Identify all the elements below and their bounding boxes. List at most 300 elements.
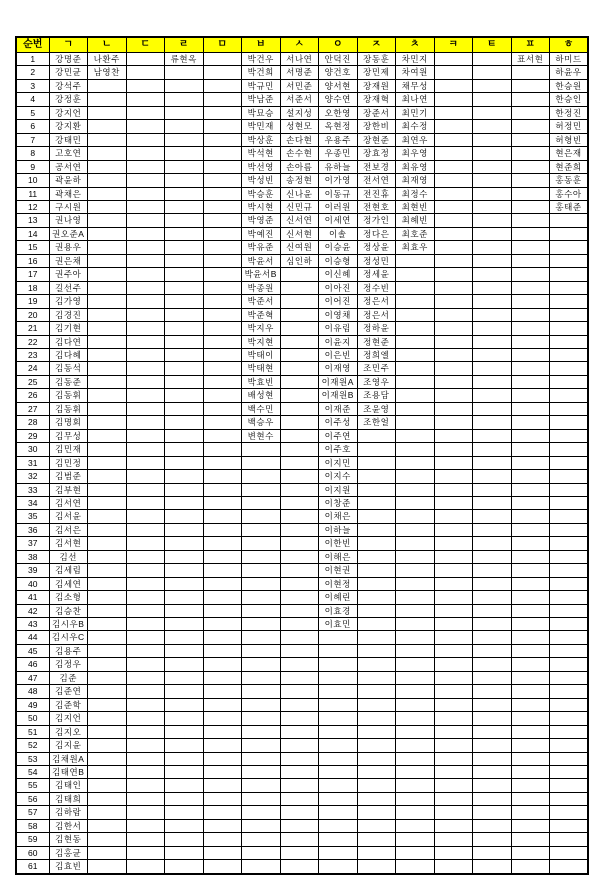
name-cell [550,685,589,698]
name-cell [203,93,242,106]
name-cell: 신서연 [280,214,319,227]
table-row [16,375,588,388]
name-cell: 전서연 [357,174,396,187]
name-cell [357,591,396,604]
name-cell: 안덕진 [319,53,358,66]
row-number-cell: 18 [16,281,49,294]
name-cell [88,187,127,200]
table-row [16,281,588,294]
name-cell: 장재원 [357,79,396,92]
row-number-cell: 41 [16,591,49,604]
name-cell [165,752,204,765]
name-cell: 홍수아 [550,187,589,200]
name-cell [473,322,512,335]
name-cell [473,725,512,738]
name-cell [319,658,358,671]
column-header-initial: ㅍ [511,37,550,53]
name-cell [88,496,127,509]
name-cell: 박건우 [242,53,281,66]
name-cell: 양서현 [319,79,358,92]
name-cell: 김지언 [49,712,88,725]
name-cell [126,739,165,752]
row-number-cell: 3 [16,79,49,92]
name-cell [473,591,512,604]
row-number-cell: 16 [16,254,49,267]
name-cell [88,698,127,711]
name-cell [319,833,358,846]
name-cell [511,846,550,859]
name-cell [203,752,242,765]
table-row [16,66,588,79]
name-cell [550,295,589,308]
name-cell [203,470,242,483]
name-cell [126,335,165,348]
name-cell [165,268,204,281]
row-number-cell: 47 [16,671,49,684]
name-cell [126,779,165,792]
name-roster-table [15,36,589,875]
name-cell [550,604,589,617]
name-cell [242,752,281,765]
name-cell [473,241,512,254]
table-row [16,389,588,402]
name-cell [396,510,435,523]
name-cell: 한승원 [550,79,589,92]
name-cell: 김지오 [49,725,88,738]
name-cell: 권나영 [49,214,88,227]
name-cell: 김준학 [49,698,88,711]
name-cell [511,93,550,106]
name-cell [473,106,512,119]
name-cell: 박민재 [242,120,281,133]
row-number-cell: 21 [16,322,49,335]
name-cell [280,779,319,792]
name-cell: 이승형 [319,254,358,267]
name-cell: 정다은 [357,227,396,240]
name-cell [511,174,550,187]
name-cell [88,456,127,469]
name-cell [280,564,319,577]
name-cell [126,66,165,79]
name-cell [280,295,319,308]
name-cell [242,846,281,859]
name-cell [473,577,512,590]
row-number-cell: 4 [16,93,49,106]
row-number-cell: 5 [16,106,49,119]
name-cell [126,133,165,146]
name-cell [88,618,127,631]
name-cell: 김서연 [49,496,88,509]
name-cell [396,362,435,375]
table-row [16,443,588,456]
name-cell [550,766,589,779]
name-cell [88,577,127,590]
name-cell: 이유림 [319,322,358,335]
name-cell: 구시원 [49,200,88,213]
name-cell: 설지성 [280,106,319,119]
row-number-cell: 52 [16,739,49,752]
name-cell: 김동준 [49,375,88,388]
name-cell [165,200,204,213]
name-cell [473,792,512,805]
name-cell: 옥현정 [319,120,358,133]
name-cell [165,523,204,536]
name-cell [357,429,396,442]
name-cell [165,133,204,146]
name-cell: 홍태준 [550,200,589,213]
name-cell [203,200,242,213]
name-cell: 박윤서 [242,254,281,267]
name-cell [357,779,396,792]
name-cell [242,658,281,671]
name-cell [357,577,396,590]
name-cell [126,860,165,874]
name-cell: 이효경 [319,604,358,617]
name-cell [126,725,165,738]
name-cell [88,268,127,281]
name-cell: 이지수 [319,470,358,483]
table-row [16,93,588,106]
row-number-cell: 50 [16,712,49,725]
table-row [16,685,588,698]
row-number-cell: 38 [16,550,49,563]
name-cell [550,268,589,281]
row-number-cell: 2 [16,66,49,79]
name-cell: 이동규 [319,187,358,200]
name-cell [203,523,242,536]
name-cell: 정은서 [357,295,396,308]
name-cell [203,53,242,66]
name-cell [280,591,319,604]
name-cell [434,698,473,711]
table-row [16,739,588,752]
name-cell [434,200,473,213]
name-cell [242,739,281,752]
name-cell [126,698,165,711]
name-cell [126,254,165,267]
name-cell [511,779,550,792]
name-cell [126,200,165,213]
name-cell: 김민재 [49,443,88,456]
name-cell [550,241,589,254]
row-number-cell: 46 [16,658,49,671]
name-cell: 최수정 [396,120,435,133]
name-cell: 길선주 [49,281,88,294]
name-cell: 전보경 [357,160,396,173]
name-cell [357,618,396,631]
name-cell [550,322,589,335]
name-cell [511,792,550,805]
name-cell [242,725,281,738]
name-cell [88,510,127,523]
table-row [16,523,588,536]
name-cell [242,698,281,711]
name-cell [434,66,473,79]
name-cell [511,604,550,617]
name-cell [511,739,550,752]
name-cell [280,550,319,563]
name-cell [434,860,473,874]
name-cell [280,456,319,469]
name-cell [88,564,127,577]
name-cell [165,698,204,711]
name-cell: 김하람 [49,806,88,819]
name-cell [550,523,589,536]
name-cell: 심인하 [280,254,319,267]
name-cell [319,806,358,819]
name-cell [511,456,550,469]
name-cell [280,375,319,388]
name-cell: 양건호 [319,66,358,79]
name-cell [203,564,242,577]
name-cell [511,160,550,173]
name-cell [165,416,204,429]
name-cell [88,671,127,684]
name-cell [126,685,165,698]
name-cell: 류현옥 [165,53,204,66]
table-row [16,591,588,604]
name-cell: 정가인 [357,214,396,227]
name-cell: 강명준 [49,53,88,66]
name-cell [434,537,473,550]
name-cell [473,860,512,874]
name-cell [511,348,550,361]
name-cell [434,725,473,738]
name-cell [280,846,319,859]
name-cell: 최현빈 [396,200,435,213]
name-cell [396,618,435,631]
name-cell [396,739,435,752]
name-cell [550,281,589,294]
name-cell: 이러원 [319,200,358,213]
name-cell [88,402,127,415]
name-cell [550,618,589,631]
name-cell [550,429,589,442]
table-row [16,227,588,240]
row-number-cell: 14 [16,227,49,240]
name-cell: 우종민 [319,147,358,160]
name-cell [396,577,435,590]
row-number-cell: 23 [16,348,49,361]
name-cell [319,712,358,725]
name-cell [357,443,396,456]
name-cell [88,174,127,187]
name-cell [357,671,396,684]
name-cell: 서나연 [280,53,319,66]
name-cell [396,698,435,711]
name-cell [511,766,550,779]
row-number-cell: 12 [16,200,49,213]
name-cell [511,644,550,657]
name-cell [511,860,550,874]
name-cell [357,456,396,469]
name-cell [88,241,127,254]
name-cell [396,860,435,874]
name-cell: 한승인 [550,93,589,106]
name-cell: 김경진 [49,308,88,321]
name-cell: 김서은 [49,523,88,536]
name-cell [434,53,473,66]
name-cell [203,618,242,631]
name-cell: 남영찬 [88,66,127,79]
name-cell [165,402,204,415]
name-cell [280,483,319,496]
name-cell [88,779,127,792]
name-cell [203,658,242,671]
name-cell: 김부현 [49,483,88,496]
name-cell [126,591,165,604]
name-cell [396,819,435,832]
name-cell [396,685,435,698]
row-number-cell: 57 [16,806,49,819]
row-number-cell: 35 [16,510,49,523]
name-cell: 최재영 [396,174,435,187]
name-cell [126,483,165,496]
name-cell [357,523,396,536]
name-cell [434,577,473,590]
name-cell: 이채은 [319,510,358,523]
name-cell [88,470,127,483]
name-cell: 박태이 [242,348,281,361]
name-cell: 박승훈 [242,187,281,200]
name-cell [88,766,127,779]
name-cell [473,833,512,846]
name-cell [203,792,242,805]
name-cell [126,214,165,227]
row-number-cell: 53 [16,752,49,765]
name-cell: 홍동훈 [550,174,589,187]
name-cell [473,227,512,240]
name-cell: 나환주 [88,53,127,66]
name-cell [88,792,127,805]
name-cell [165,806,204,819]
name-cell [165,833,204,846]
name-cell [473,644,512,657]
name-cell [203,416,242,429]
name-cell [165,819,204,832]
name-cell [242,685,281,698]
name-cell: 전진휴 [357,187,396,200]
name-cell [473,335,512,348]
name-cell [473,470,512,483]
table-row [16,200,588,213]
name-cell [165,254,204,267]
name-cell [550,214,589,227]
name-cell [165,577,204,590]
row-number-cell: 55 [16,779,49,792]
name-cell [165,725,204,738]
table-row [16,214,588,227]
name-cell [319,792,358,805]
row-number-cell: 45 [16,644,49,657]
name-cell [396,281,435,294]
name-cell [396,254,435,267]
name-cell [203,725,242,738]
name-cell [203,227,242,240]
name-cell [319,644,358,657]
name-cell [396,335,435,348]
name-cell: 최나연 [396,93,435,106]
row-number-cell: 15 [16,241,49,254]
name-cell [165,685,204,698]
name-cell [280,537,319,550]
name-cell [511,752,550,765]
name-cell [280,725,319,738]
name-cell [434,833,473,846]
name-cell: 강지언 [49,106,88,119]
name-cell [473,79,512,92]
table-row [16,187,588,200]
name-cell [126,792,165,805]
row-number-cell: 54 [16,766,49,779]
name-cell [88,429,127,442]
name-cell [473,416,512,429]
table-row [16,806,588,819]
name-cell [126,846,165,859]
column-header-initial: ㅁ [203,37,242,53]
name-cell: 박지현 [242,335,281,348]
name-cell [473,200,512,213]
name-cell [165,496,204,509]
name-cell [165,739,204,752]
name-cell [396,322,435,335]
name-cell [434,470,473,483]
name-cell [280,523,319,536]
column-header-initial: ㅇ [319,37,358,53]
name-cell: 김기현 [49,322,88,335]
name-cell: 곽채은 [49,187,88,200]
name-cell [203,819,242,832]
name-cell [126,564,165,577]
table-row [16,322,588,335]
name-cell [165,120,204,133]
table-row [16,348,588,361]
name-cell [203,483,242,496]
name-cell [473,752,512,765]
name-cell [280,348,319,361]
name-cell [203,133,242,146]
name-cell: 이영채 [319,308,358,321]
name-cell [511,631,550,644]
name-cell [242,443,281,456]
column-header-initial: ㄷ [126,37,165,53]
name-cell [203,120,242,133]
name-cell: 정하윤 [357,322,396,335]
name-cell [434,133,473,146]
name-cell [434,120,473,133]
name-cell [396,268,435,281]
table-row [16,792,588,805]
name-cell [88,846,127,859]
name-cell [242,631,281,644]
table-row [16,416,588,429]
row-number-cell: 61 [16,860,49,874]
name-cell [88,658,127,671]
name-cell [511,483,550,496]
name-cell: 하미드 [550,53,589,66]
name-cell [165,712,204,725]
name-cell: 박지우 [242,322,281,335]
name-cell: 우용주 [319,133,358,146]
name-cell [357,792,396,805]
name-cell [203,187,242,200]
name-cell [396,295,435,308]
name-cell [242,712,281,725]
name-cell [280,335,319,348]
table-row [16,106,588,119]
name-cell [434,214,473,227]
name-cell [434,806,473,819]
